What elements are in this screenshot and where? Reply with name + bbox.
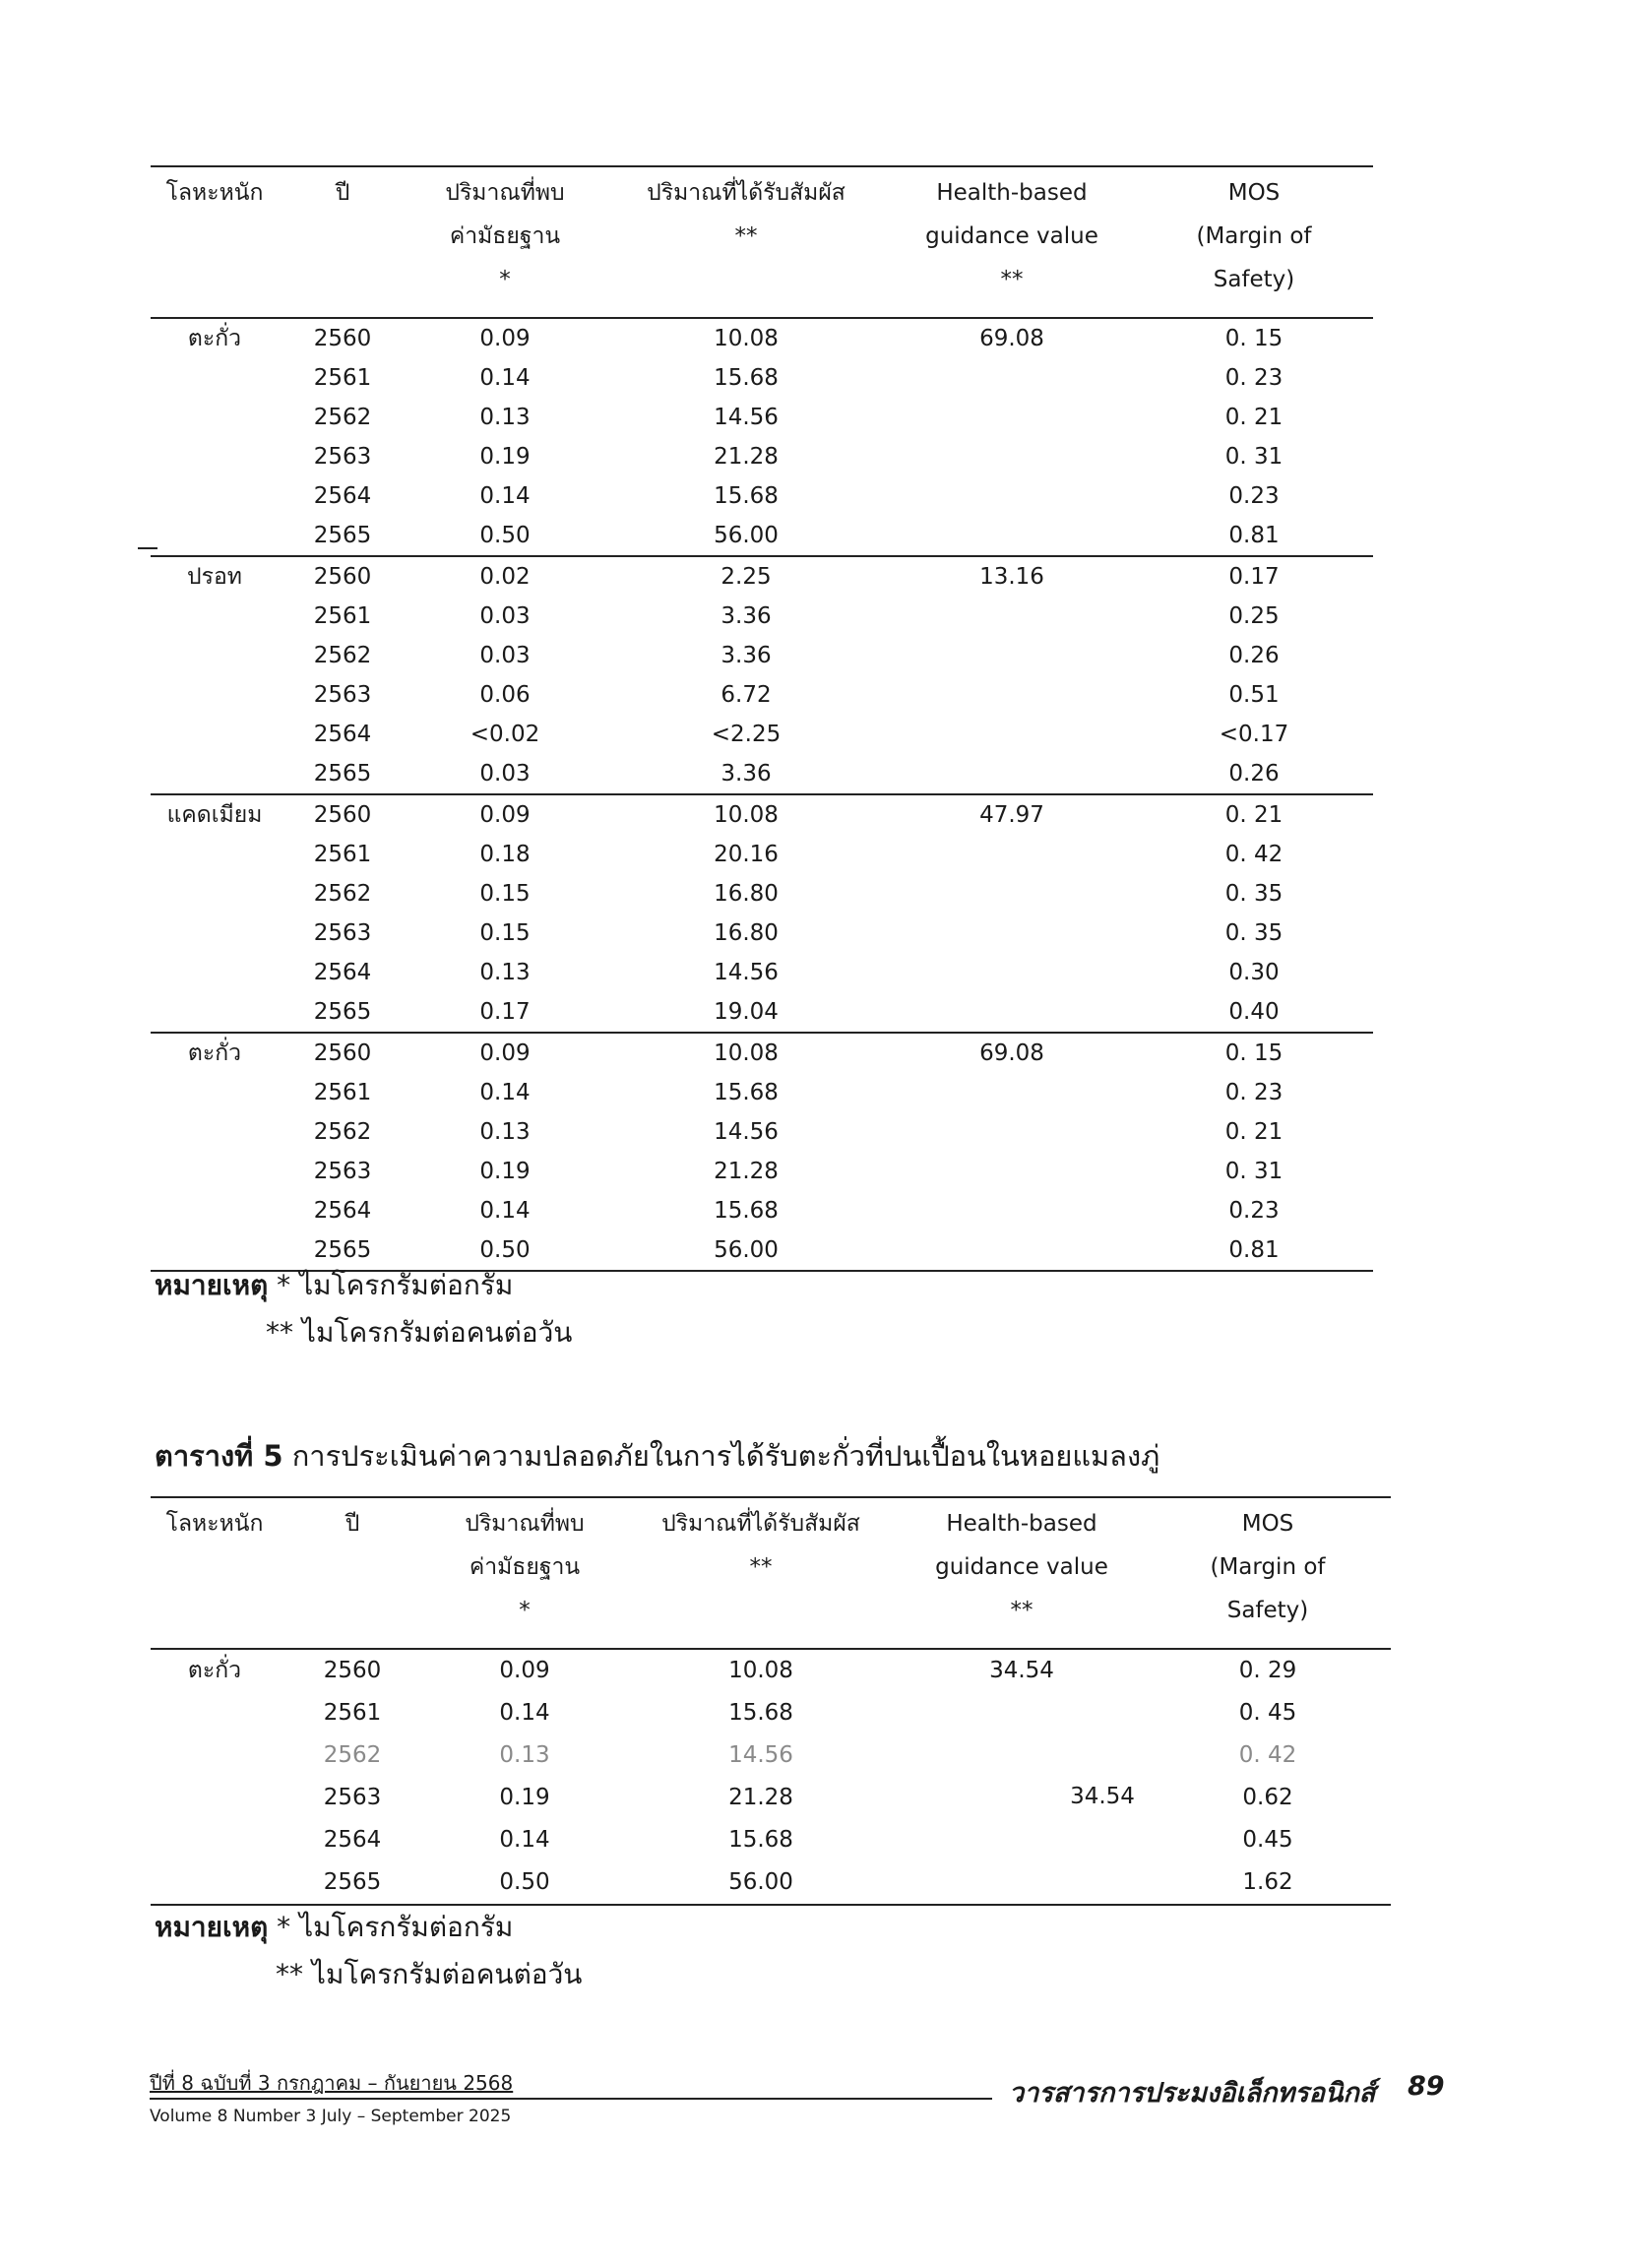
table-row: 2561 0.14 15.68 0. 23 (313, 365, 1284, 391)
footer-divider (150, 2098, 992, 2100)
page-number: 89 (1408, 2071, 1445, 2102)
table2-caption: ตารางที่ 5 การประเมินค่าความปลอดภัยในการได้รับตะกั่วที่ปนเปื้อนในหอยแมลงภู่ (155, 1439, 1160, 1473)
header-hbgv: Health-based guidance value ** (925, 180, 1098, 292)
metal-name: ตะกั่ว (187, 326, 242, 351)
table-row: 2562 0.13 14.56 0. 21 (313, 405, 1284, 430)
hbgv-value-repeat: 34.54 (1070, 1784, 1135, 1809)
table-row: แคดเมียม 2560 0.09 10.08 47.97 0. 21 (151, 794, 1373, 835)
table-row: 2565 0.50 56.00 0.81 (313, 1237, 1280, 1263)
table-row: 2561 0.03 3.36 0.25 (313, 603, 1280, 629)
table-row: 2563 0.19 21.28 0. 31 (313, 444, 1284, 470)
header-year: ปี (344, 1511, 360, 1537)
header-exposure: ปริมาณที่ได้รับสัมผัส ** (647, 180, 845, 249)
header-hbgv: Health-based guidance value ** (935, 1511, 1108, 1623)
header-mos: MOS (Margin of Safety) (1196, 180, 1312, 292)
table-row: 2562 0.13 14.56 0. 21 (313, 1119, 1284, 1145)
table-row: 2564 0.14 15.68 0.23 (313, 483, 1280, 509)
table-row: ตะกั่ว 2560 0.09 10.08 69.08 0. 15 (151, 318, 1373, 358)
table-row: 2562 0.13 14.56 0. 42 (323, 1742, 1297, 1768)
metal-group-lead-repeat (151, 1033, 1373, 1271)
table-row: 2565 0.50 56.00 0.81 (313, 523, 1280, 548)
footer-issue-thai: ปีที่ 8 ฉบับที่ 3 กรกฎาคม – กันยายน 2568 (150, 2071, 514, 2095)
metal-name: ตะกั่ว (187, 1658, 242, 1683)
footer-issue-english: Volume 8 Number 3 July – September 2025 (150, 2107, 512, 2126)
table1-note-2: ** ไมโครกรัมต่อคนต่อวัน (266, 1316, 573, 1349)
header-found: ปริมาณที่พบ ค่ามัธยฐาน * (445, 180, 565, 292)
metal-name: ตะกั่ว (187, 1040, 242, 1066)
divider (138, 547, 157, 549)
table-row: 2565 0.50 56.00 1.62 (323, 1869, 1293, 1895)
journal-name: วารสารการประมงอิเล็กทรอนิกส์ (1009, 2078, 1376, 2109)
table-row: 2564 0.13 14.56 0.30 (313, 960, 1280, 985)
table-row: 2563 0.06 6.72 0.51 (313, 682, 1280, 708)
table-row: 2561 0.14 15.68 0. 45 (323, 1700, 1297, 1726)
header-year: ปี (335, 180, 350, 206)
metal-group-lead (151, 318, 1373, 556)
metal-group-cadmium (151, 794, 1373, 1033)
table-row: ปรอท 2560 0.02 2.25 13.16 0.17 (151, 556, 1373, 597)
hbgv-value: 69.08 (979, 326, 1044, 351)
metal-group-mercury (151, 556, 1373, 794)
table-row: 2564 <0.02 <2.25 <0.17 (313, 722, 1289, 747)
results-table (151, 165, 1373, 1272)
table-row: 2562 0.03 3.36 0.26 (313, 643, 1280, 668)
header-exposure: ปริมาณที่ได้รับสัมผัส ** (661, 1511, 860, 1580)
metal-name: ปรอท (187, 564, 242, 590)
table-row: 2563 0.19 21.28 0.62 (323, 1785, 1293, 1810)
hbgv-value: 69.08 (979, 1040, 1044, 1066)
table-header-row (151, 1497, 1391, 1649)
table-row: 2565 0.17 19.04 0.40 (313, 999, 1280, 1025)
header-metal: โลหะหนัก (165, 180, 264, 206)
table-row: 2563 0.19 21.28 0. 31 (313, 1159, 1284, 1184)
header-mos: MOS (Margin of Safety) (1210, 1511, 1326, 1623)
header-metal: โลหะหนัก (165, 1511, 264, 1537)
table-row: ตะกั่ว 2560 0.09 10.08 34.54 0. 29 (151, 1649, 1391, 1692)
table-row: 2565 0.03 3.36 0.26 (313, 761, 1280, 787)
table-header-row (151, 166, 1373, 318)
metal-name: แคดเมียม (166, 802, 263, 828)
header-found: ปริมาณที่พบ ค่ามัธยฐาน * (465, 1511, 585, 1623)
table-row: 2564 0.14 15.68 0.23 (313, 1198, 1280, 1224)
table-row: 2563 0.15 16.80 0. 35 (313, 920, 1284, 946)
table1-note-1: หมายเหตุ * ไมโครกรัมต่อกรัม (155, 1269, 514, 1301)
lead-safety-table (151, 1496, 1391, 1906)
table-row: ตะกั่ว 2560 0.09 10.08 69.08 0. 15 (151, 1033, 1373, 1073)
table2-note-2: ** ไมโครกรัมต่อคนต่อวัน (276, 1958, 583, 1990)
hbgv-value: 13.16 (979, 564, 1044, 590)
table2-note-1: หมายเหตุ * ไมโครกรัมต่อกรัม (155, 1911, 514, 1943)
table-row: 2561 0.14 15.68 0. 23 (313, 1080, 1284, 1105)
table-row: 2562 0.15 16.80 0. 35 (313, 881, 1284, 907)
table-row: 2561 0.18 20.16 0. 42 (313, 842, 1284, 867)
hbgv-value: 47.97 (979, 802, 1044, 828)
table-row: 2564 0.14 15.68 0.45 (323, 1827, 1293, 1853)
hbgv-value: 34.54 (989, 1658, 1054, 1683)
